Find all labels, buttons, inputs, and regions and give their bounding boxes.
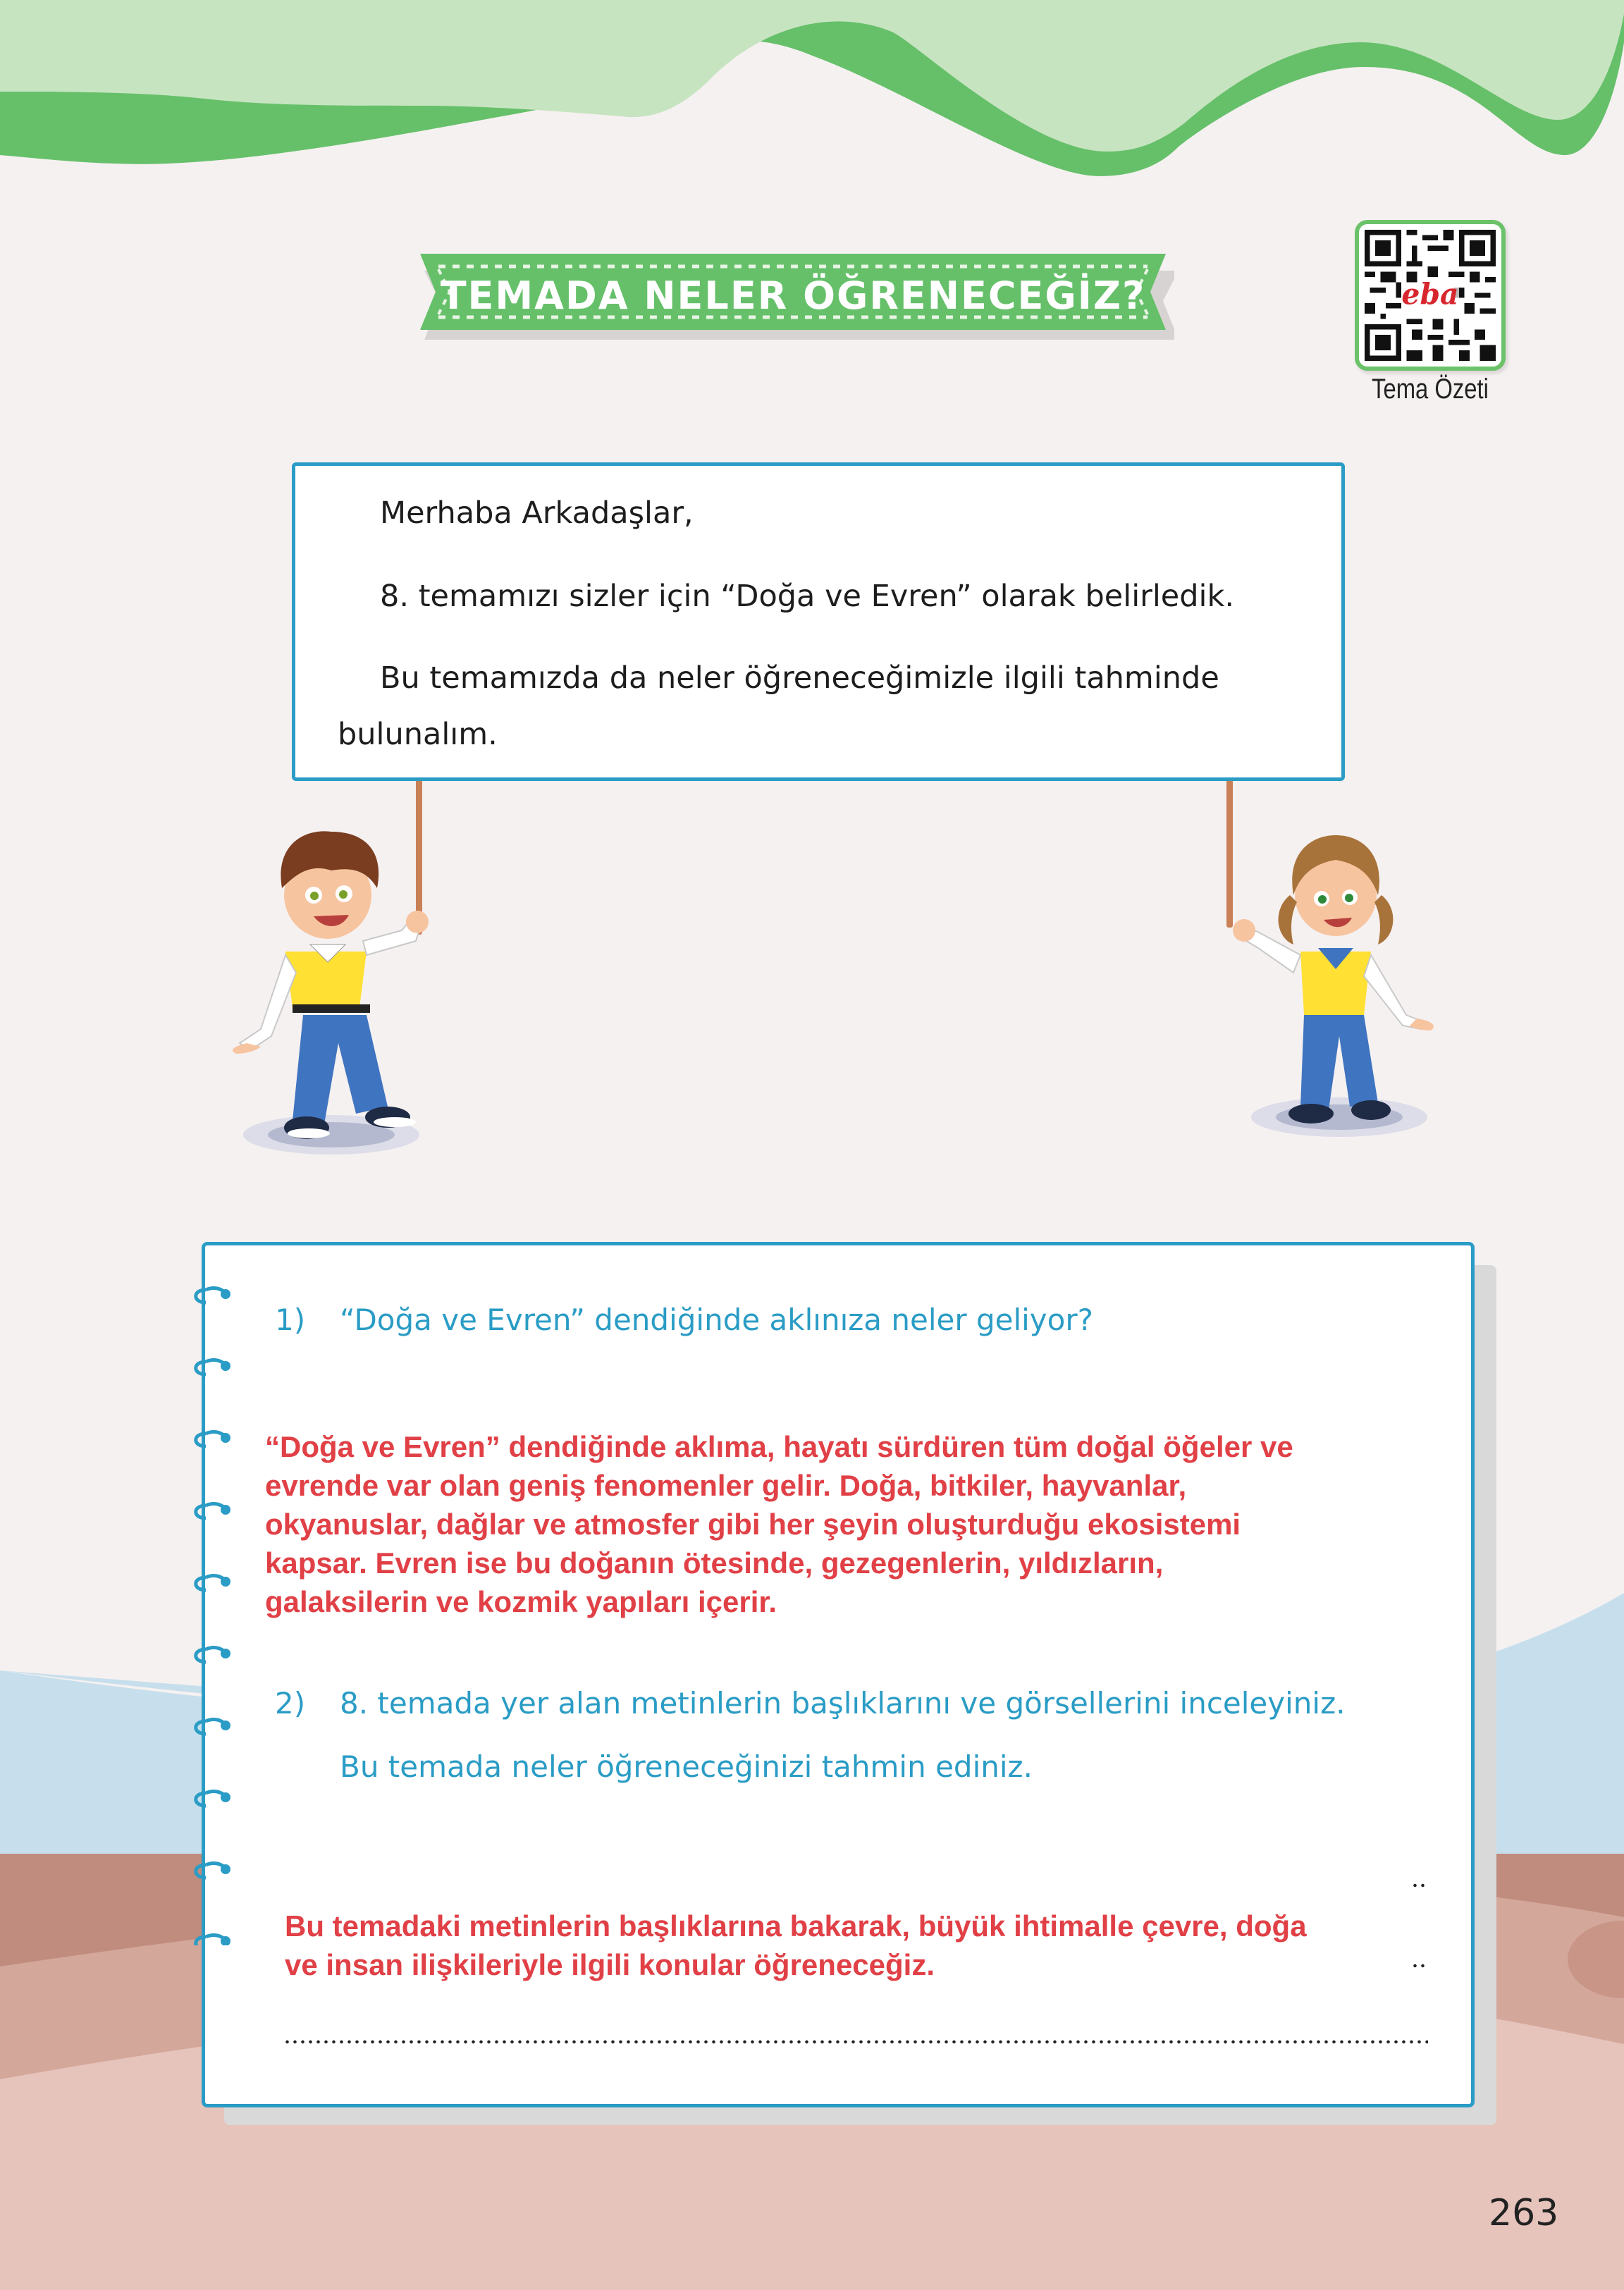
question-1-number: 1): [275, 1303, 306, 1337]
answer-line-1-dots: [1411, 1883, 1428, 1888]
spiral-binding-icon: [189, 1283, 231, 1945]
boy-illustration: [226, 804, 465, 1156]
girl-illustration: [1205, 804, 1445, 1156]
answer-1-line: “Doğa ve Evren” dendiğinde aklıma, hayatı sürdüren tüm doğal öğeler ve: [265, 1430, 1293, 1463]
qr-label: Tema Özeti: [1372, 374, 1489, 405]
intro-text-2a: Bu temamızda da neler öğreneceğimizle ilgili tahminde: [380, 660, 1219, 696]
answer-1-line: okyanuslar, dağlar ve atmosfer gibi her şeyin oluşturduğu ekosistemi: [265, 1508, 1241, 1541]
answer-line-3[interactable]: [283, 2040, 1428, 2044]
question-2-number: 2): [275, 1686, 306, 1720]
question-2-text-line-1: 8. temada yer alan metinlerin başlıklarını ve görsellerini inceleyiniz.: [340, 1686, 1346, 1720]
answer-2[interactable]: [285, 1907, 1307, 1984]
answer-2-line: Bu temadaki metinlerin başlıklarına bakarak, büyük ihtimalle çevre, doğa: [285, 1909, 1307, 1943]
eba-logo: eba: [1401, 277, 1459, 312]
answer-1-line: evrende var olan geniş fenomenler gelir. Doğa, bitkiler, hayvanlar,: [265, 1469, 1187, 1502]
answer-1: [265, 1427, 1293, 1621]
intro-text-2b: bulunalım.: [338, 717, 498, 752]
title-banner: [420, 251, 1174, 340]
answer-2-line: ve insan ilişkileriyle ilgili konular öğreneceğiz.: [285, 1948, 935, 1981]
page-title: TEMADA NELER ÖĞRENECEĞİZ?: [440, 273, 1146, 318]
question-1-text: “Doğa ve Evren” dendiğinde aklınıza neler geliyor?: [340, 1303, 1093, 1337]
sign-board: [292, 462, 1345, 781]
answer-1-line: galaksilerin ve kozmik yapıları içerir.: [265, 1585, 777, 1618]
qr-code[interactable]: [1355, 220, 1506, 371]
question-2-text-line-2: Bu temada neler öğreneceğinizi tahmin ediniz.: [340, 1749, 1033, 1784]
intro-text-1: 8. temamızı sizler için “Doğa ve Evren” olarak belirledik.: [380, 579, 1235, 614]
answer-line-2-dots: [1411, 1964, 1428, 1968]
qr-code-icon: [1365, 230, 1496, 361]
answer-1-line: kapsar. Evren ise bu doğanın ötesinde, gezegenlerin, yıldızların,: [265, 1546, 1164, 1580]
page-number: 263: [1489, 2192, 1559, 2234]
greeting-text: Merhaba Arkadaşlar,: [380, 495, 694, 531]
